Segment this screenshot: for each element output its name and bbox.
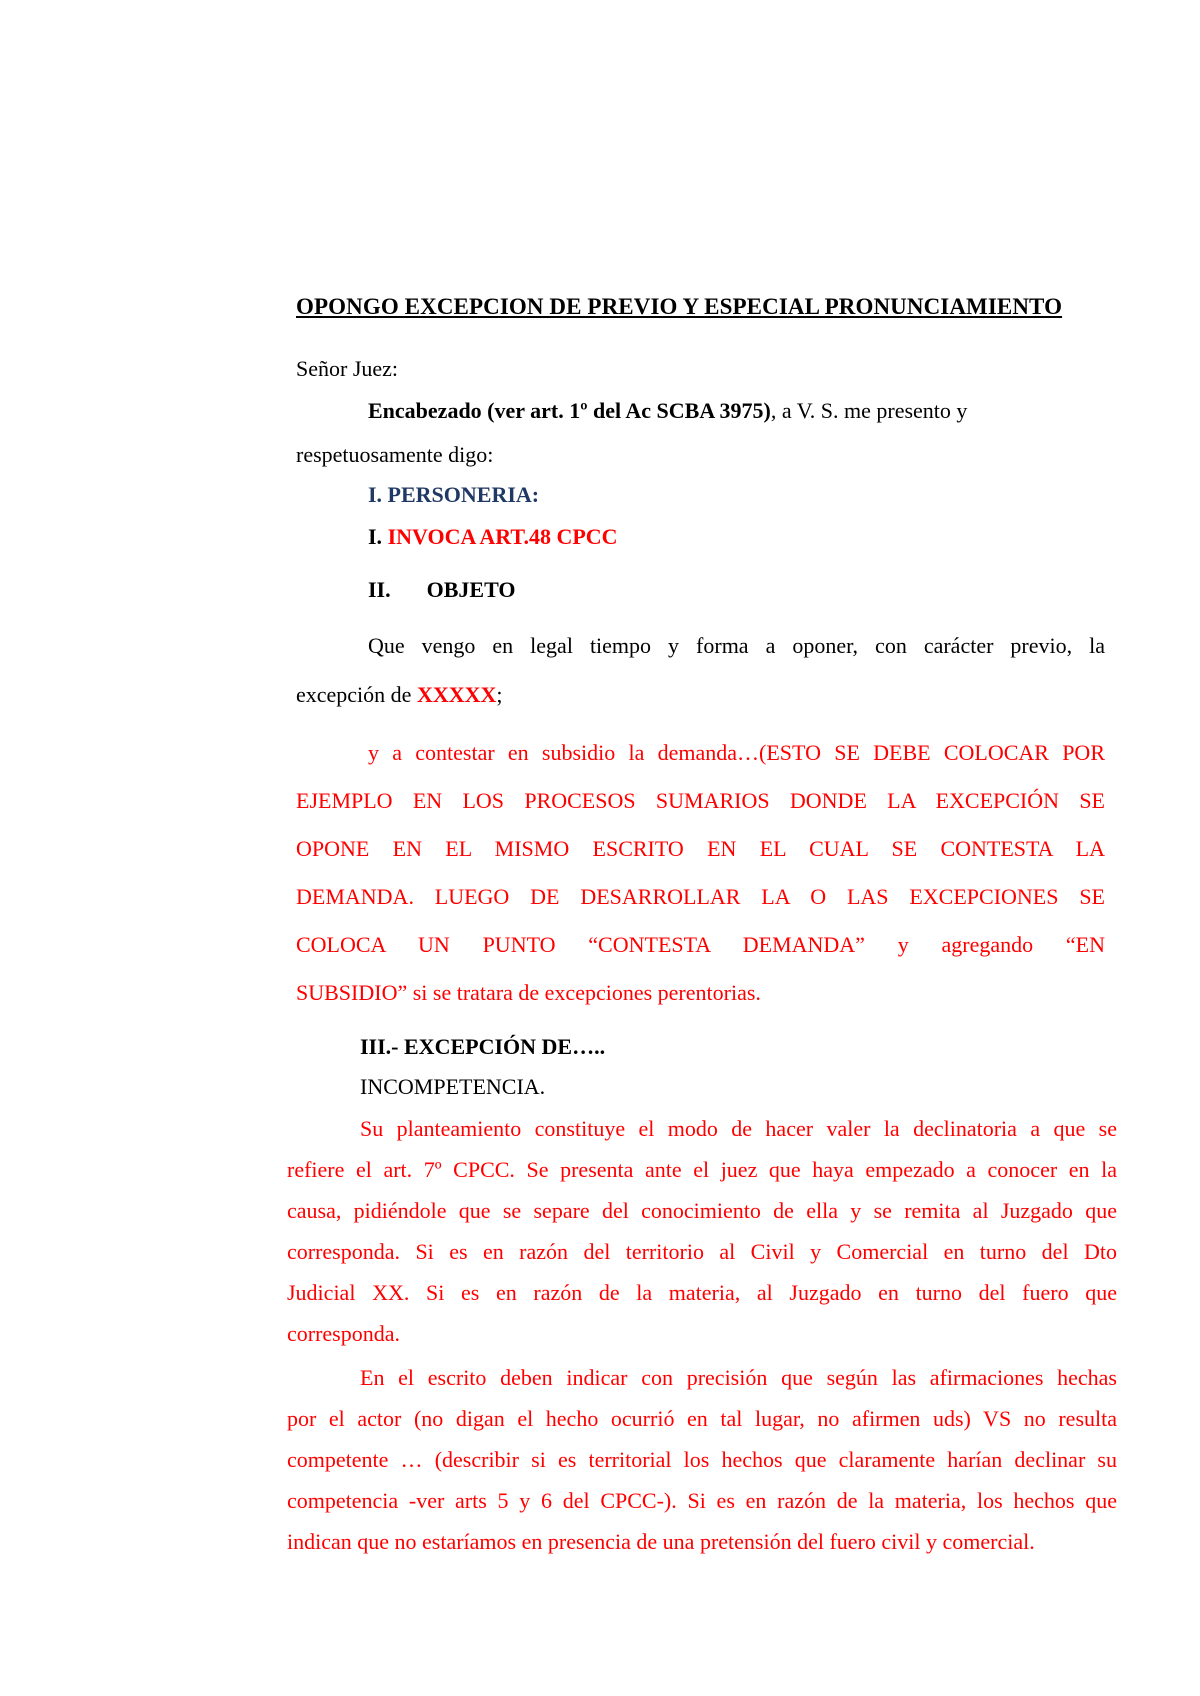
incompetencia-p1-line-2: refiere el art. 7º CPCC. Se presenta ante el juez que haya empezado a conocer en la [287, 1157, 1117, 1182]
note-line-1: y a contestar en subsidio la demanda…(ESTO SE DEBE COLOCAR POR [368, 740, 1105, 765]
incompetencia-p1-line-6: corresponda. [287, 1321, 401, 1346]
incompetencia-label: INCOMPETENCIA. [360, 1074, 546, 1099]
objeto-paragraph-line-2 [296, 682, 503, 708]
objeto-heading [368, 577, 515, 603]
intro-bold: Encabezado (ver art. 1º del Ac SCBA 3975) [368, 398, 771, 423]
invoca-prefix: I. [368, 524, 388, 549]
invoca-text: INVOCA ART.48 CPCC [387, 524, 618, 549]
incompetencia-p2-line-4: competencia -ver arts 5 y 6 del CPCC-). Si es en razón de la materia, los hechos que [287, 1488, 1117, 1513]
document-title: OPONGO EXCEPCION DE PREVIO Y ESPECIAL PRONUNCIAMIENTO [296, 294, 1063, 319]
note-line-4: DEMANDA. LUEGO DE DESARROLLAR LA O LAS EXCEPCIONES SE [296, 884, 1105, 909]
incompetencia-p2-line-1: En el escrito deben indicar con precisión que según las afirmaciones hechas [360, 1365, 1117, 1390]
incompetencia-p1-line-4: corresponda. Si es en razón del territorio al Civil y Comercial en turno del Dto [287, 1239, 1117, 1264]
note-line-3: OPONE EN EL MISMO ESCRITO EN EL CUAL SE CONTESTA LA [296, 836, 1105, 861]
invoca-line [368, 524, 618, 550]
intro-rest: , a V. S. me presento y [770, 398, 968, 423]
intro-line-1 [368, 398, 967, 424]
objeto-placeholder: XXXXX [416, 682, 497, 707]
incompetencia-p2-line-5: indican que no estaríamos en presencia de una pretensión del fuero civil y comercial. [287, 1529, 1035, 1554]
objeto-label: OBJETO [426, 577, 516, 602]
section-personeria: I. PERSONERIA: [368, 482, 540, 507]
incompetencia-p2-line-3: competente … (describir si es territorial los hechos que claramente harían declinar su [287, 1447, 1117, 1472]
incompetencia-p1-line-1: Su planteamiento constituye el modo de hacer valer la declinatoria a que se [360, 1116, 1117, 1141]
note-line-2: EJEMPLO EN LOS PROCESOS SUMARIOS DONDE LA EXCEPCIÓN SE [296, 788, 1105, 813]
note-line-6: SUBSIDIO” si se tratara de excepciones perentorias. [296, 980, 761, 1005]
incompetencia-p1-line-5: Judicial XX. Si es en razón de la materia, al Juzgado en turno del fuero que [287, 1280, 1117, 1305]
objeto-number: II. [368, 577, 391, 602]
intro-line-2: respetuosamente digo: [296, 442, 494, 467]
note-line-5: COLOCA UN PUNTO “CONTESTA DEMANDA” y agregando “EN [296, 932, 1105, 957]
objeto-suffix: ; [496, 682, 503, 707]
incompetencia-p1-line-3: causa, pidiéndole que se separe del conocimiento de ella y se remita al Juzgado que [287, 1198, 1117, 1223]
salutation: Señor Juez: [296, 356, 399, 381]
incompetencia-p2-line-2: por el actor (no digan el hecho ocurrió en tal lugar, no afirmen uds) VS no resulta [287, 1406, 1117, 1431]
objeto-prefix: excepción de [296, 682, 417, 707]
excepcion-heading: III.- EXCEPCIÓN DE….. [360, 1034, 606, 1059]
objeto-paragraph-line-1: Que vengo en legal tiempo y forma a oponer, con carácter previo, la [368, 633, 1105, 658]
